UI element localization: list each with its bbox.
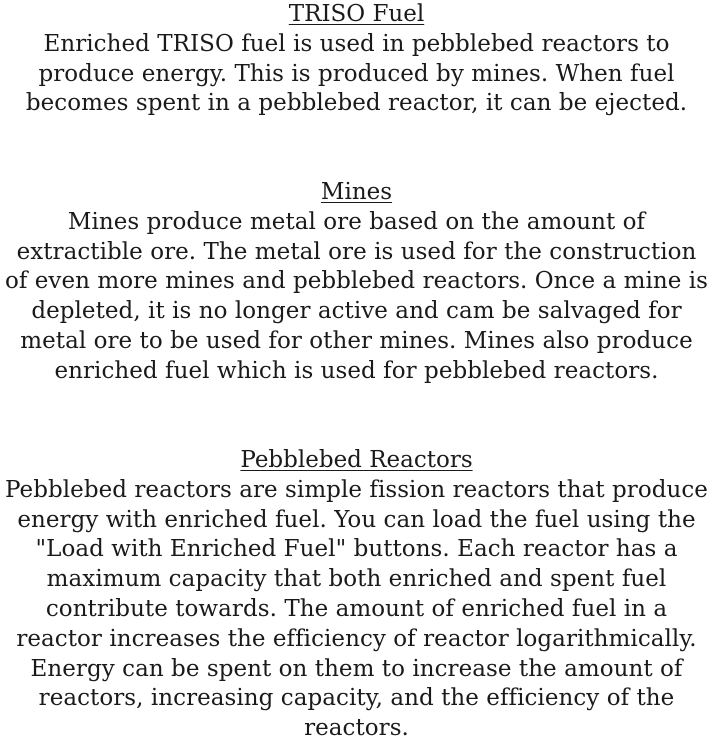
section-mines <box>4 178 709 387</box>
section-body-mines: Mines produce metal ore based on the amount of extractible ore. The metal ore is used for the construction of even more mines and pebblebed reactors. Once a mine is depleted, it is no longer active and cam be salvaged for metal ore to be used for other mines. Mines also produce enriched fuel which is used for pebblebed reactors. <box>4 208 709 384</box>
section-pebblebed-reactors <box>4 446 709 744</box>
section-heading-pebblebed-reactors: Pebblebed Reactors <box>240 447 473 473</box>
section-triso-fuel <box>4 0 709 119</box>
section-heading-mines: Mines <box>320 179 393 205</box>
section-body-triso-fuel: Enriched TRISO fuel is used in pebblebed reactors to produce energy. This is produced by mines. When fuel becomes spent in a pebblebed reactor, it can be ejected. <box>25 30 688 117</box>
section-heading-triso-fuel: TRISO Fuel <box>288 1 425 27</box>
section-body-pebblebed-reactors: Pebblebed reactors are simple fission reactors that produce energy with enriched fuel. You can load the fuel using the "Load with Enriched Fuel" buttons. Each reactor has a maximum capacity that both enriched and spent fuel contribute towards. The amount of enriched fuel in a reactor increases the efficiency of reactor logarithmically. Energy can be spent on them to increase the amount of reactors, increasing capacity, and the efficiency of the reactors. <box>5 476 708 742</box>
